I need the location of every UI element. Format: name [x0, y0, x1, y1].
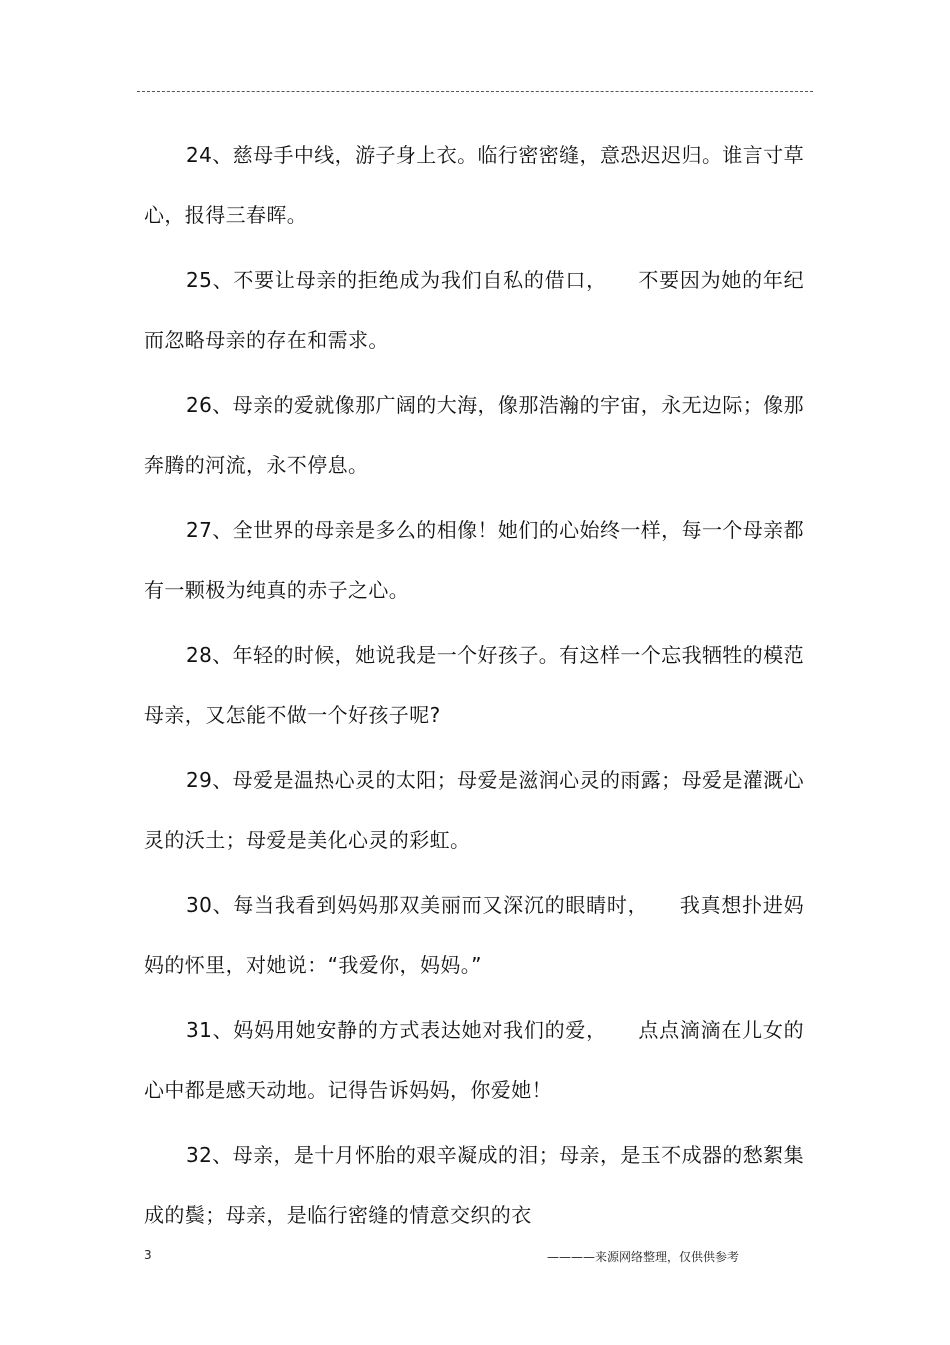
paragraph-27: 27、全世界的母亲是多么的相像！她们的心始终一样，每一个母亲都有一颗极为纯真的赤子之心。: [144, 518, 804, 602]
paragraph-25: 25、不要让母亲的拒绝成为我们自私的借口， 不要因为她的年纪而忽略母亲的存在和需求。: [144, 268, 804, 352]
paragraph-28: 28、年轻的时候，她说我是一个好孩子。有这样一个忘我牺牲的模范母亲，又怎能不做一个好孩子呢?: [144, 643, 804, 727]
paragraph-32: 32、母亲，是十月怀胎的艰辛凝成的泪；母亲，是玉不成器的愁絮集成的鬓；母亲，是临行密缝的情意交织的衣: [144, 1143, 804, 1227]
paragraph-30: 30、每当我看到妈妈那双美丽而又深沉的眼睛时， 我真想扑进妈妈的怀里，对她说：“我爱你，妈妈。”: [144, 893, 804, 977]
page-number: 3: [144, 1248, 152, 1262]
paragraph-31: 31、妈妈用她安静的方式表达她对我们的爱， 点点滴滴在儿女的心中都是感天动地。记得告诉妈妈，你爱她！: [144, 1018, 804, 1102]
source-note: ————来源网络整理，仅供供参考: [547, 1250, 740, 1264]
paragraph-29: 29、母爱是温热心灵的太阳；母爱是滋润心灵的雨露；母爱是灌溉心灵的沃土；母爱是美化心灵的彩虹。: [144, 768, 804, 852]
paragraph-26: 26、母亲的爱就像那广阔的大海，像那浩瀚的宇宙，永无边际；像那奔腾的河流，永不停息。: [144, 393, 804, 477]
document-body: [144, 125, 804, 1250]
header-divider: [137, 91, 813, 92]
paragraph-24: 24、慈母手中线，游子身上衣。临行密密缝，意恐迟迟归。谁言寸草心，报得三春晖。: [144, 143, 804, 227]
